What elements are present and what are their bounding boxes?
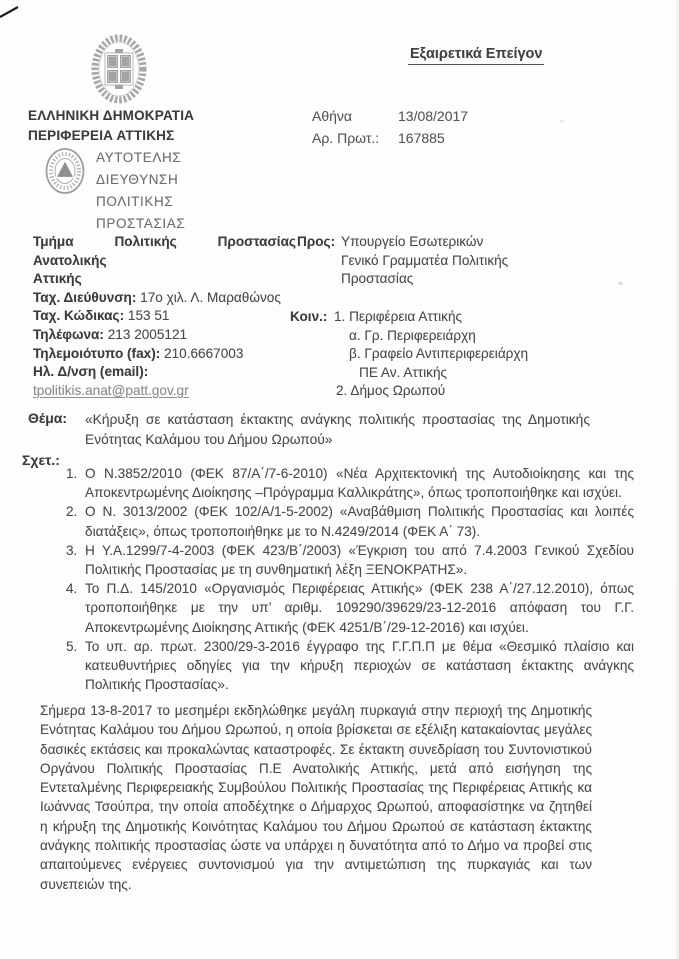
cc-lines — [334, 308, 528, 401]
reference-number: 2. — [66, 504, 78, 520]
cc-line: ΠΕ Αν. Αττικής — [359, 364, 448, 380]
issuer-header — [28, 106, 194, 146]
greek-coat-of-arms-icon — [88, 32, 150, 106]
cc-line: 2. Δήμος Ωρωπού — [336, 383, 446, 399]
to-line: Προστασίας — [341, 271, 414, 287]
contact-block — [33, 233, 296, 400]
directorate-line: ΠΡΟΣΤΑΣΙΑΣ — [96, 216, 186, 231]
reference-text: Ο Ν.3852/2010 (ΦΕΚ 87/Α΄/7-6-2010) «Νέα Αρχιτεκτονική της Αυτοδιοίκησης και της Αποκεντρωμένης Διοίκησης –Πρόγραμμα Καλλικράτης», όπως τροποποιήθηκε και ισχύει. — [85, 466, 634, 501]
document-date: 13/08/2017 — [398, 108, 469, 124]
contact-label: Τηλεμοιότυπο (fax): — [33, 345, 161, 361]
scan-artifact-mark — [0, 0, 26, 26]
directorate-line: ΔΙΕΥΘΥΝΣΗ — [96, 172, 179, 187]
to-label: Προς: — [297, 234, 336, 249]
reference-number: 1. — [66, 466, 78, 481]
subject-text: «Κήρυξη σε κατάσταση έκτακτης ανάγκης πολιτικής προστασίας της Δημοτικής Ενότητας Καλάμου του Δήμου Ωρωπού» — [85, 412, 590, 447]
civil-protection-logo-icon — [44, 146, 86, 196]
reference-number: 4. — [66, 581, 78, 597]
cc-line: β. Γραφείο Αντιπεριφερειάρχη — [349, 346, 529, 362]
contact-value: 213 2005121 — [107, 326, 188, 342]
contact-row-phone — [33, 326, 296, 345]
directorate-line: ΠΟΛΙΤΙΚΗΣ — [96, 194, 174, 209]
republic-title: ΕΛΛΗΝΙΚΗ ΔΗΜΟΚΡΑΤΙΑ — [28, 108, 195, 123]
email-address: tpolitikis.anat@patt.gov.gr — [33, 382, 189, 398]
protocol-number: 167885 — [398, 129, 445, 146]
contact-label: Ταχ. Κώδικας: — [33, 308, 125, 324]
body-paragraph: Σήμερα 13-8-2017 το μεσημέρι εκδηλώθηκε μεγάλη πυρκαγιά στην περιοχή της Δημοτικής Ενότητας Καλάμου του Δήμου Ωρωπού, η οποία βρίσκεται σε εξέλιξη κατακαίοντας μεγάλες δασικές εκτάσεις και προκαλώντας καταστροφές. Σε έκτακτη συνεδρίαση του Συντονιστικού Οργάνου Πολιτικής Προστασίας Π.Ε Ανατολικής Αττικής, μετά από εισήγηση της Εντεταλμένης Περιφερειακής Συμβούλου Πολιτικής Προστασίας της Περιφέρειας Αττικής κα Ιωάννας Τσούπρα, την οποία αποδέχτηκε ο Δήμαρχος Ωρωπού, αποφασίστηκε να ζητηθεί η κήρυξη της Δημοτικής Κοινότητας Καλάμου του Δήμου Ωρωπού σε κατάσταση έκτακτης ανάγκης πολιτικής προστασίας ώστε να υπάρχει η δυνατότητα από το Δήμο να προβεί στις απαιτούμενες ενέργειες συντονισμού για την αντιμετώπιση της πυρκαγιάς και των συνεπειών της. — [40, 703, 592, 892]
reference-item — [66, 541, 636, 579]
contact-value: 153 51 — [127, 308, 170, 324]
contact-row-address — [33, 289, 296, 308]
contact-label: Τηλέφωνα: — [33, 326, 104, 342]
urgency-label: Εξαιρετικά Επείγον — [408, 46, 544, 65]
cc-line: α. Γρ. Περιφερειάρχη — [349, 327, 476, 343]
reference-item — [66, 502, 636, 540]
scan-speck — [618, 282, 623, 285]
directorate-name — [96, 147, 185, 235]
reference-item — [66, 637, 636, 695]
reference-item — [66, 579, 636, 637]
to-line: Υπουργείο Εσωτερικών — [341, 234, 484, 249]
contact-label: Ταχ. Διεύθυνση: — [33, 289, 137, 305]
reference-number: 3. — [66, 542, 78, 558]
contact-row-postcode — [33, 307, 296, 326]
department-name-line1: Τμήμα Πολιτικής Προστασίας Ανατολικής — [33, 234, 296, 268]
reference-text: Ο Ν. 3013/2002 (ΦΕΚ 102/Α/1-5-2002) «Αναβάθμιση Πολιτικής Προστασίας και λοιπές διατάξεις», όπως τροποποιήθηκε με το Ν.4249/2014 (ΦΕΚ Α΄ 73). — [85, 504, 634, 539]
reference-number: 5. — [66, 638, 78, 654]
contact-label: Ηλ. Δ/νση (email): — [33, 364, 149, 380]
contact-row-fax — [33, 345, 296, 364]
date-protocol-block — [312, 107, 468, 148]
contact-value: 17ο χιλ. Λ. Μαραθώνος — [140, 289, 281, 305]
directorate-line: ΑΥΤΟΤΕΛΗΣ — [96, 150, 182, 165]
city-label: Αθήνα — [312, 108, 353, 124]
reference-list — [66, 464, 636, 694]
cc-line: 1. Περιφέρεια Αττικής — [334, 309, 463, 324]
reference-text: Το Π.Δ. 145/2010 «Οργανισμός Περιφέρειας Αττικής» (ΦΕΚ 238 Α΄/27.12.2010), όπως τροποποιήθηκε με την υπ’ αριθμ. 109290/39629/23-12-2016 απόφαση του Γ.Γ. Αποκεντρωμένης Διοίκησης Αττικής (ΦΕΚ 4251/Β΄/29-12-2016) και ισχύει. — [85, 581, 634, 635]
contact-value: 210.6667003 — [164, 345, 244, 361]
recipients-cc-block — [290, 308, 528, 401]
reference-item — [66, 464, 636, 502]
reference-text: Το υπ. αρ. πρωτ. 2300/29-3-2016 έγγραφο της Γ.Γ.Π.Π με θέμα «Θεσμικό πλαίσιο και κατευθυντήριες οδηγίες για την κήρυξη περιοχών σε κατάσταση έκτακτης ανάγκης Πολιτικής Προστασίας». — [85, 638, 634, 693]
region-title: ΠΕΡΙΦΕΡΕΙΑ ΑΤΤΙΚΗΣ — [28, 128, 175, 143]
department-name-line2: Αττικής — [33, 271, 82, 287]
protocol-label: Αρ. Πρωτ.: — [312, 129, 380, 146]
recipients-to-block — [297, 233, 508, 289]
to-lines — [341, 233, 508, 289]
to-line: Γενικό Γραμματέα Πολιτικής — [341, 252, 509, 268]
subject-label: Θέμα: — [28, 410, 68, 426]
reference-text: Η Υ.Α.1299/7-4-2003 (ΦΕΚ 423/Β΄/2003) «Έγκριση του από 7.4.2003 Γενικού Σχεδίου Πολιτικής Προστασίας με τη συνθηματική λέξη ΞΕΝΟΚΡΑΤΗΣ». — [85, 542, 634, 578]
scan-speck — [560, 120, 564, 123]
related-label: Σχετ.: — [22, 452, 60, 468]
cc-label: Κοιν.: — [290, 309, 328, 324]
contact-row-email — [33, 363, 296, 400]
